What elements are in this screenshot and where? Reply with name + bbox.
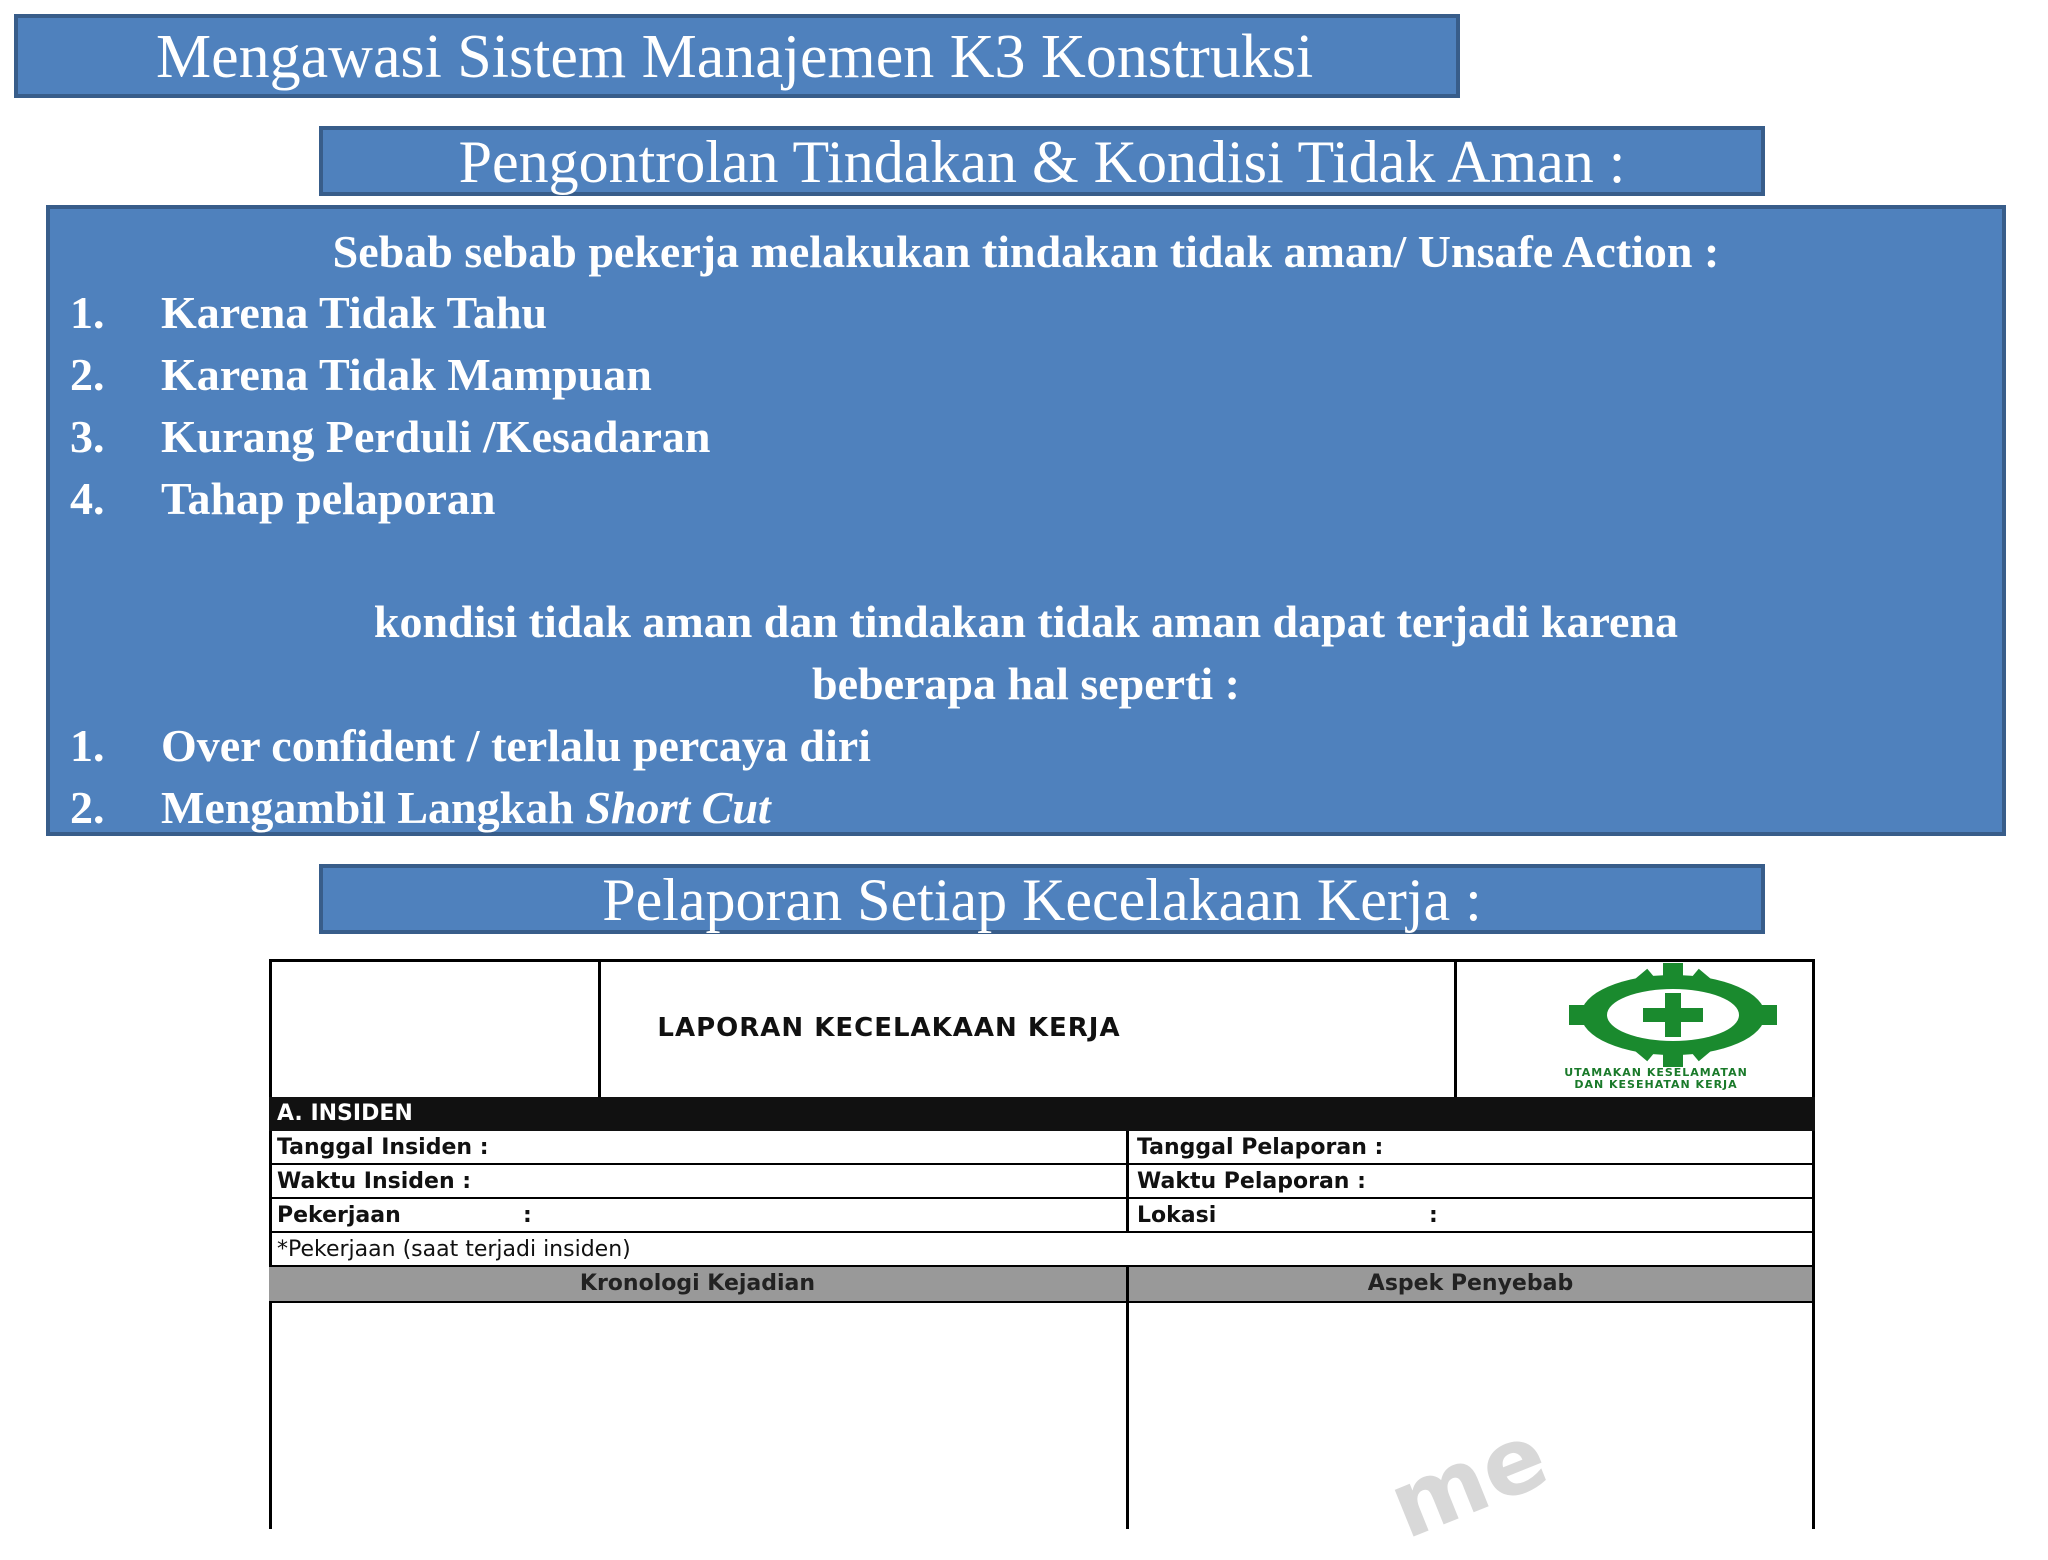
list-text: Tahap pelaporan [161, 473, 496, 524]
form-border-right [1812, 959, 1815, 1529]
accident-report-form [269, 957, 1817, 1560]
form-title: LAPORAN KECELAKAAN KERJA [657, 1013, 1121, 1043]
list-number: 3. [70, 411, 105, 462]
unsafe-action-heading: Sebab sebab pekerja melakukan tindakan tidak aman/ Unsafe Action : [332, 226, 1720, 277]
col-header-aspek: Aspek Penyebab [1129, 1267, 1812, 1301]
pekerjaan-note: *Pekerjaan (saat terjadi insiden) [277, 1237, 631, 1262]
content-box [46, 205, 2006, 836]
form-border-left [269, 959, 272, 1529]
logo-caption [1501, 1067, 1811, 1091]
section-title-control: Pengontrolan Tindakan & Kondisi Tidak Aman : [319, 126, 1765, 196]
slide-title: Mengawasi Sistem Manajemen K3 Konstruksi [14, 14, 1460, 98]
list-number: 4. [70, 473, 105, 524]
row-line [269, 1163, 1815, 1165]
list-text: Karena Tidak Tahu [161, 287, 548, 338]
list-text: Karena Tidak Mampuan [161, 349, 652, 400]
row-line [269, 1231, 1815, 1233]
list-number: 1. [70, 287, 105, 338]
list-number: 2. [70, 349, 105, 400]
section-title-reporting: Pelaporan Setiap Kecelakaan Kerja : [319, 864, 1765, 934]
label-tanggal-pelaporan: Tanggal Pelaporan : [1137, 1135, 1384, 1160]
row-line [269, 1197, 1815, 1199]
label-lokasi: Lokasi [1137, 1203, 1217, 1228]
col-divider [1126, 1267, 1129, 1529]
list-text: Kurang Perduli /Kesadaran [161, 411, 711, 462]
label-waktu-insiden: Waktu Insiden : [277, 1169, 472, 1194]
row-line [269, 1301, 1815, 1303]
list-text-italic: Short Cut [585, 782, 771, 833]
section-a-bar: A. INSIDEN [269, 1097, 1815, 1131]
list-number: 1. [70, 720, 105, 771]
label-tanggal-insiden: Tanggal Insiden : [277, 1135, 489, 1160]
form-divider [1454, 959, 1457, 1097]
col-divider [1126, 1131, 1129, 1231]
logo-caption-line1: UTAMAKAN KESELAMATAN [1564, 1066, 1748, 1079]
label-pekerjaan: Pekerjaan [277, 1203, 401, 1228]
condition-heading-line2: beberapa hal seperti : [811, 658, 1240, 709]
condition-heading-line1: kondisi tidak aman dan tindakan tidak aman dapat terjadi karena [373, 596, 1679, 647]
col-header-kronologi: Kronologi Kejadian [269, 1267, 1126, 1301]
list-text [161, 777, 771, 839]
pekerjaan-colon: : [523, 1203, 532, 1228]
list-text: Over confident / terlalu percaya diri [161, 720, 871, 771]
watermark: me [1374, 1401, 1562, 1560]
lokasi-colon: : [1429, 1203, 1438, 1228]
list-number: 2. [70, 782, 105, 833]
logo-caption-line2: DAN KESEHATAN KERJA [1574, 1078, 1738, 1091]
list-text-plain: Mengambil Langkah [161, 782, 586, 833]
label-waktu-pelaporan: Waktu Pelaporan : [1137, 1169, 1366, 1194]
